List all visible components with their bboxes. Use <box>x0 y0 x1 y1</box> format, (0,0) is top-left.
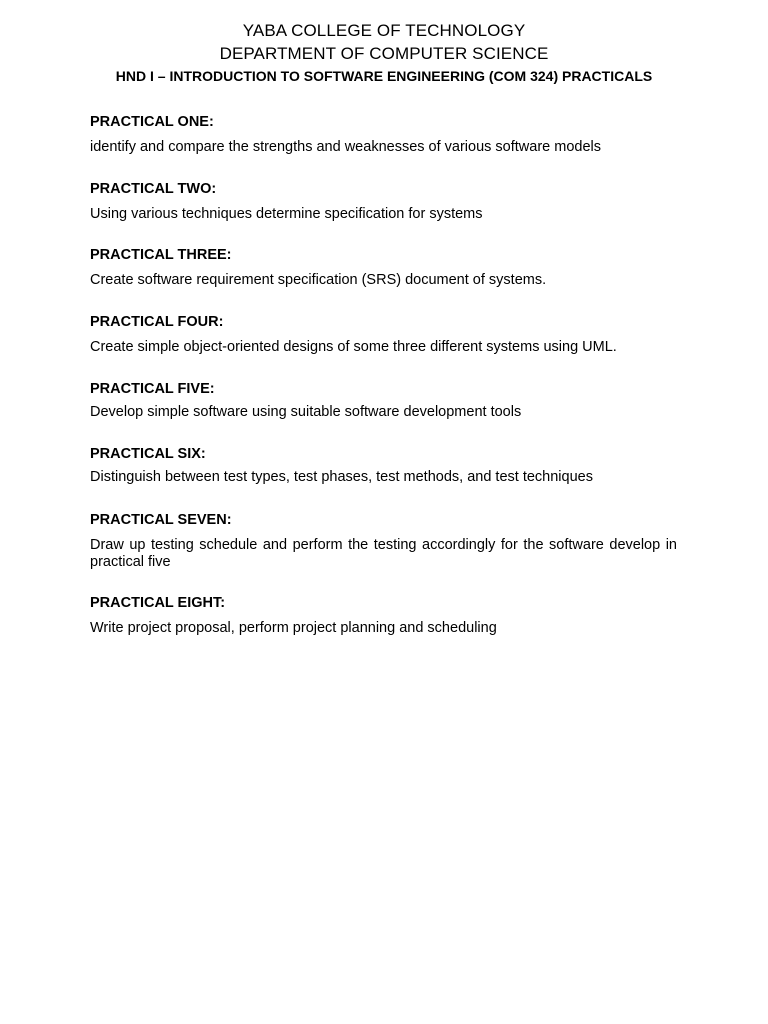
practical-title: PRACTICAL FIVE: <box>90 381 215 397</box>
practical-description: Using various techniques determine specification for systems <box>90 206 483 222</box>
course-title: HND I – INTRODUCTION TO SOFTWARE ENGINEERING (COM 324) PRACTICALS <box>115 68 653 84</box>
practical-section <box>90 511 677 571</box>
practical-description: Create software requirement specification (SRS) document of systems. <box>90 272 547 288</box>
practical-section <box>90 594 677 637</box>
practical-description: identify and compare the strengths and weaknesses of various software models <box>90 139 601 155</box>
institution-name: YABA COLLEGE OF TECHNOLOGY <box>242 21 526 40</box>
practical-description: Draw up testing schedule and perform the testing accordingly for the software develop in practical five <box>90 537 677 570</box>
department-name: DEPARTMENT OF COMPUTER SCIENCE <box>219 44 549 63</box>
practical-description: Develop simple software using suitable software development tools <box>90 404 522 420</box>
practical-title: PRACTICAL SEVEN: <box>90 512 232 528</box>
practical-section <box>90 113 677 156</box>
practical-title: PRACTICAL ONE: <box>90 114 214 130</box>
practical-title: PRACTICAL THREE: <box>90 247 232 263</box>
practical-title: PRACTICAL SIX: <box>90 446 206 462</box>
practical-section <box>90 445 677 486</box>
practical-section <box>90 380 677 421</box>
practical-section <box>90 246 677 289</box>
practical-description: Distinguish between test types, test phases, test methods, and test techniques <box>90 469 593 485</box>
practical-title: PRACTICAL TWO: <box>90 181 217 197</box>
practical-title: PRACTICAL FOUR: <box>90 314 224 330</box>
practical-description: Create simple object-oriented designs of some three different systems using UML. <box>90 339 617 355</box>
practical-title: PRACTICAL EIGHT: <box>90 595 226 611</box>
practical-section <box>90 180 677 223</box>
document-header <box>0 20 768 86</box>
practical-description: Write project proposal, perform project planning and scheduling <box>90 620 497 636</box>
practical-section <box>90 313 677 356</box>
